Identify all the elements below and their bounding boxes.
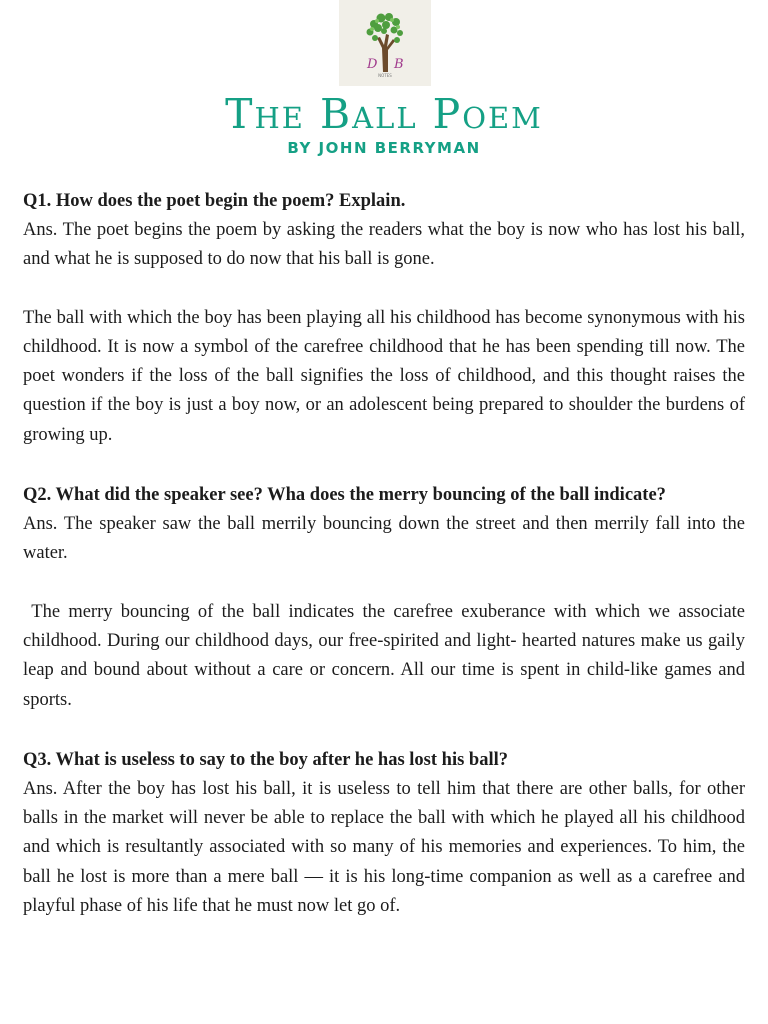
qa-content: [23, 186, 750, 921]
question-3: Q3. What is useless to say to the boy after he has lost his ball?: [23, 749, 508, 770]
qa-block-3: [23, 745, 745, 921]
svg-text:D: D: [367, 57, 378, 72]
question-1: Q1. How does the poet begin the poem? Explain.: [23, 191, 406, 211]
answer-2: Ans. The speaker saw the ball merrily bouncing down the street and then merrily fall into the water.: [23, 514, 745, 564]
page-title: The Ball Poem: [225, 90, 543, 138]
answer-1-paragraph-2: The ball with which the boy has been playing all his childhood has become synonymous with his childhood. It is now a symbol of the carefree childhood that he has been spending till now. The poet wonders if the loss of the ball signifies the loss of childhood, and this thought raises the question if the boy is just a boy now, or an adolescent being prepared to shoulder the burdens of growing up.: [23, 307, 745, 445]
qa-block-1: [23, 186, 745, 450]
question-2: Q2. What did the speaker see? Wha does the merry bouncing of the ball indicate?: [23, 485, 666, 506]
page-subtitle: BY JOHN BERRYMAN: [287, 139, 481, 157]
answer-3: Ans. After the boy has lost his ball, it is useless to tell him that there are other balls, for other balls in the market will never be able to replace the ball with which he played all his childhood and which is resultantly associated with so many of his memories and experiences. To him, the ball he lost is more than a mere ball — it is his long-time companion as well as a carefree and playful phase of his life that he must now let go of.: [23, 778, 745, 917]
svg-text:B: B: [394, 57, 404, 72]
answer-1: Ans. The poet begins the poem by asking the readers what the boy is now who has lost his ball, and what he is supposed to do now that his ball is gone.: [23, 220, 745, 270]
logo-tagline: NOTES: [378, 73, 392, 78]
answer-2-paragraph-2: The merry bouncing of the ball indicates the carefree exuberance with which we associate childhood. During our childhood days, our free-spirited and light- hearted natures make us gaily leap and bound about without a care or concern. All our time is spent in child-like games and sports.: [23, 601, 750, 710]
qa-block-2: [23, 480, 750, 715]
tree-logo-icon: [339, 0, 431, 86]
logo: [339, 0, 431, 86]
